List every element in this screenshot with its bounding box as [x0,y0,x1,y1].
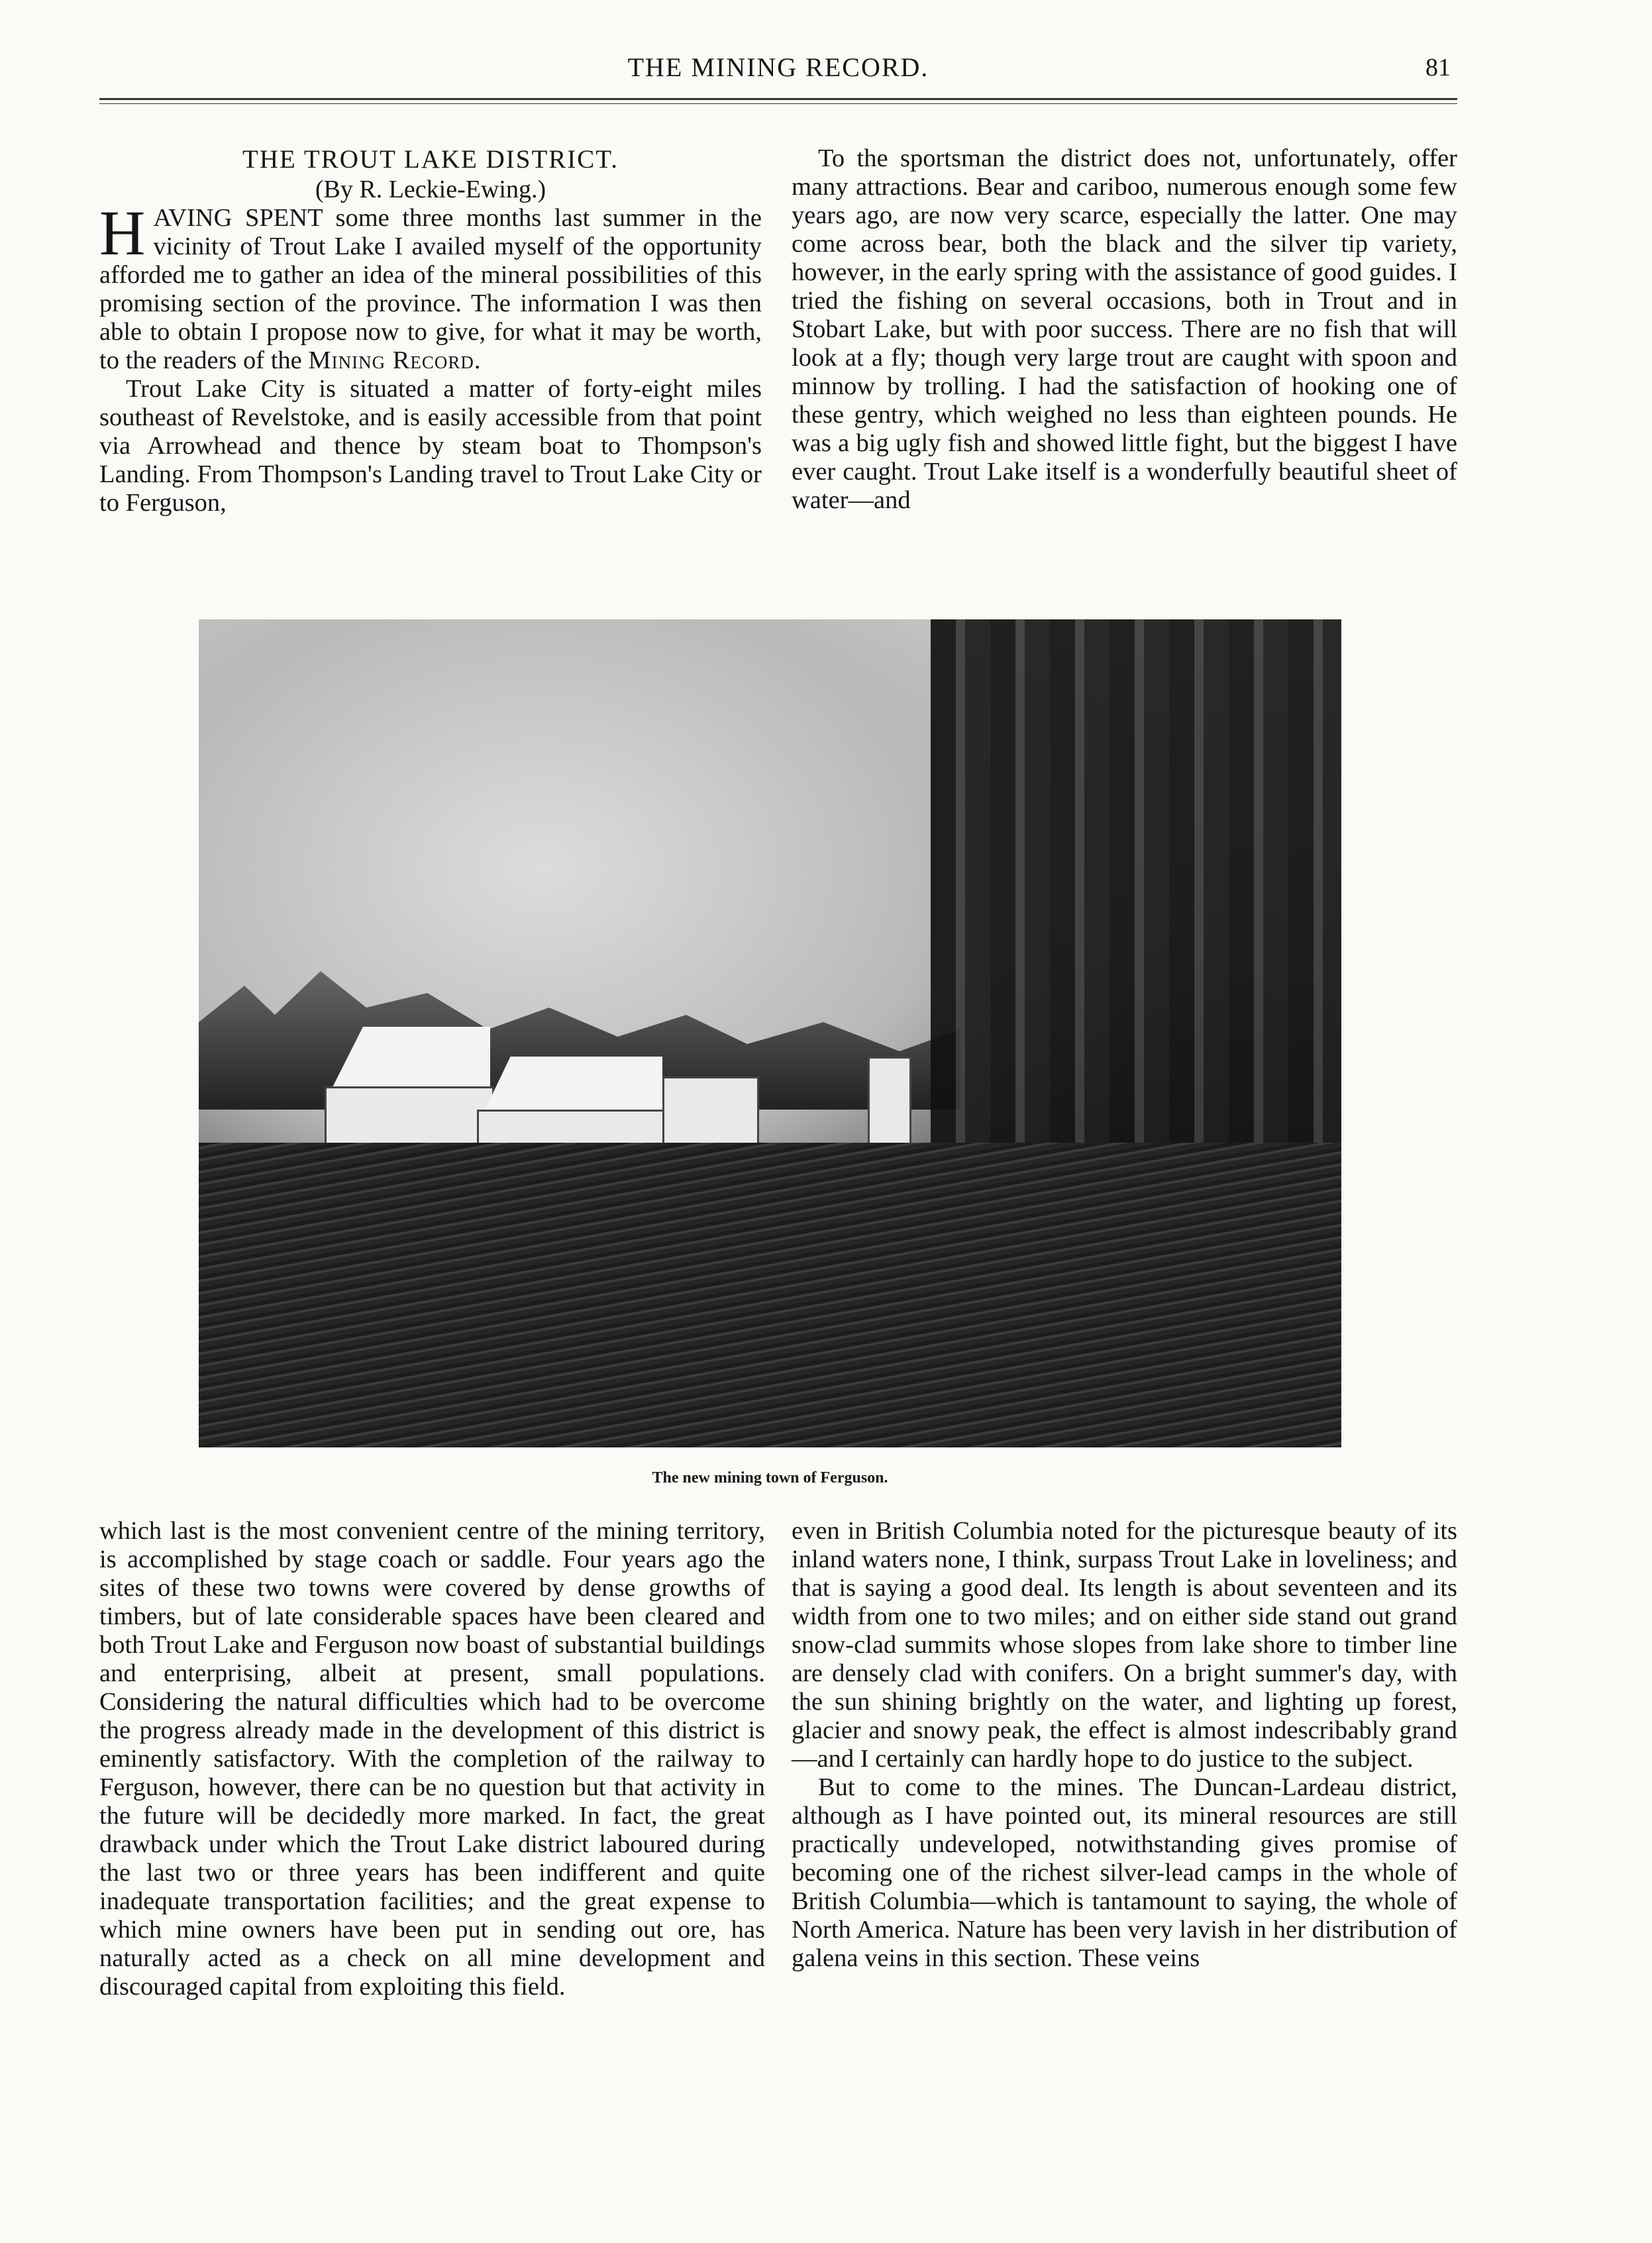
photo-caption: The new mining town of Ferguson. [652,1469,888,1487]
intro-paragraph [99,197,762,375]
header-rule [99,98,1457,100]
paragraph-lake-beauty: even in British Columbia noted for the picturesque beauty of its inland waters none, I think, surpass Trout Lake in loveliness; and that is saying a good deal. Its length is about seventeen and its width from one to two miles; and on either side stand out grand snow-clad summits whose slopes from lake shore to timber line are densely clad with conifers. On a bright summer's day, with the sun shining brightly on the water, and lighting up forest, glacier and snowy peak, the effect is almost indescribably grand—and I certainly can hardly hope to do justice to the subject. [792,1517,1457,1773]
cleared-ground [199,1143,1341,1447]
column-bottom-right [792,1517,1457,1973]
paragraph-stage-coach: which last is the most convenient centre of the mining territory, is accomplished by stage coach or saddle. Four years ago the sites of these two towns were covered by dense growths of timbers, but of late considerable spaces have been cleared and both Trout Lake and Ferguson now boast of substantial buildings and enterprising, albeit at present, small populations. Considering the natural difficulties which had to be overcome the progress already made in the development of this district is eminently satisfactory. With the completion of the railway to Ferguson, however, there can be no question but that activity in the future will be decidedly more marked. In fact, the great drawback under which the Trout Lake district laboured during the last two or three years has been indifferent and quite inadequate transportation facilities; and the great expense to which mine owners have been put in sending out ore, has naturally acted as a check on all mine development and discouraged capital from exploiting this field. [99,1517,765,2001]
column-top-left [99,144,762,517]
column-top-right [792,144,1457,515]
paragraph-mines: But to come to the mines. The Duncan-Lardeau district, although as I have pointed out, its mineral resources are still practically undeveloped, notwithstanding gives promise of becoming one of the richest silver-lead camps in the whole of British Columbia—which is tantamount to saying, the whole of North America. Nature has been very lavish in her distribution of galena veins in this section. These veins [792,1773,1457,1972]
paragraph-trout-lake-city: Trout Lake City is situated a matter of forty-eight miles southeast of Revelstoke, and is easily accessible from that point via Arrowhead and thence by steam boat to Thompson's Landing. From Thompson's Landing travel to Trout Lake City or to Ferguson, [99,375,762,517]
column-bottom-left [99,1517,765,2001]
article-title: THE TROUT LAKE DISTRICT. [242,145,619,174]
paragraph-sportsman: To the sportsman the district does not, unfortunately, offer many attractions. Bear and cariboo, numerous enough some few years ago, are now very scarce, especially the latter. One may come across bear, both the black and the silver tip variety, however, in the early spring with the assistance of good guides. I tried the fishing on several occasions, both in Trout and in Stobart Lake, but with poor success. There are no fish that will look at a fly; though very large trout are caught with spoon and minnow by trolling. I had the satisfaction of hooking one of these gentry, which weighed no less than eighteen pounds. He was a big ugly fish and showed little fight, but the biggest I have ever caught. Trout Lake itself is a wonderfully beautiful sheet of water—and [792,144,1457,514]
intro-lead: AVING SPENT [153,204,323,232]
intro-text: some three months last summer in the vicinity of Trout Lake I availed myself of the opportunity afforded me to gather an idea of the mineral possibilities of this promising section of the province. The information I was then able to obtain I propose now to give, for what it may be worth, to the readers of the [99,204,762,374]
article-byline: (By R. Leckie-Ewing.) [315,176,546,203]
magazine-name: Mining Record [308,346,474,374]
header-rule-thin [99,103,1457,104]
ferguson-photograph [199,619,1341,1447]
page-header [99,38,1457,91]
publication-title: THE MINING RECORD. [627,52,929,82]
building-roof-2 [484,1057,662,1113]
intro-end: . [474,346,481,374]
drop-cap: H [99,197,146,268]
page-number: 81 [1425,54,1451,81]
